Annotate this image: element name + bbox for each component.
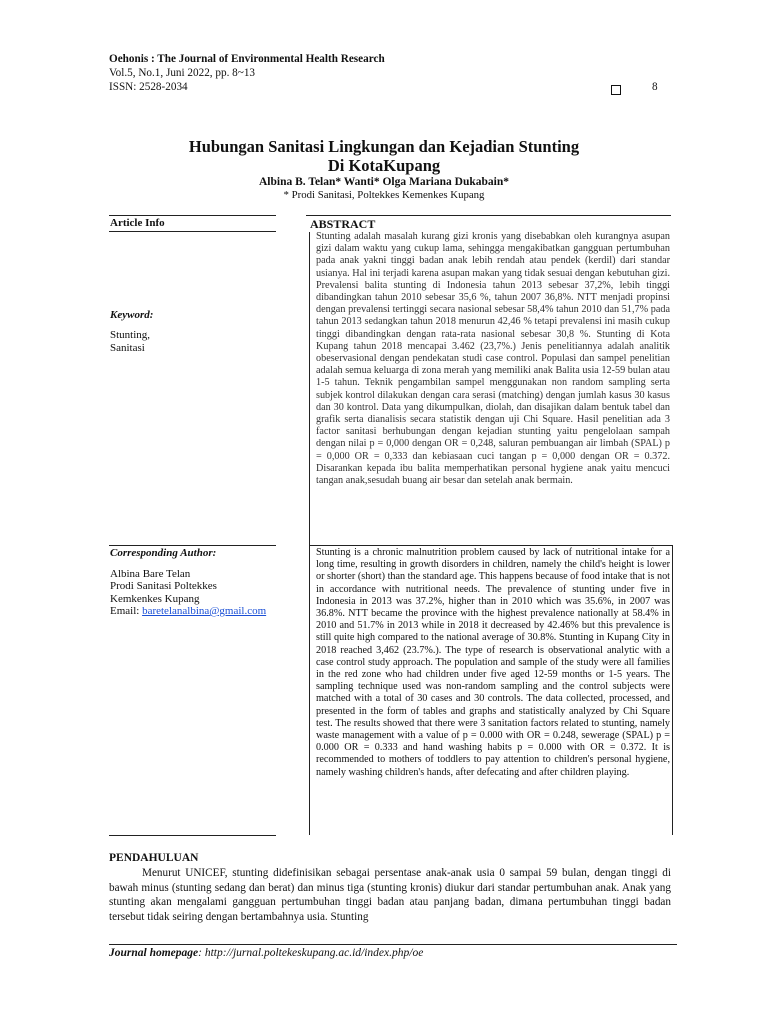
article-info-bottom-rule (109, 835, 276, 836)
keyword-sanitasi: Sanitasi (110, 341, 145, 354)
introduction-heading: PENDAHULUAN (109, 852, 199, 864)
paper-title-line2: Di KotaKupang (327, 156, 441, 175)
abstract-left-border (309, 232, 310, 835)
page-number: 8 (652, 81, 658, 93)
corresponding-top-rule (109, 545, 276, 546)
journal-homepage (109, 947, 423, 959)
homepage-label: Journal homepage (109, 947, 199, 959)
author-institution: Kemkenkes Kupang (110, 592, 200, 605)
introduction-text: Menurut UNICEF, stunting didefinisikan sebagai persentase anak-anak usia 0 sampai 59 bulan, dengan tinggi di bawah minus (stunting sedang dan berat) dan minus tiga (stunting kronis) diukur dari standar pertumbuhan anak. Anak yang stunting akan mengalami gangguan pertumbuhan tinggi badan atau panjang badan, dimana pertumbuhan tinggi badan tersebut tidak seiring dengan bertambahnya usia. Stunting (109, 867, 671, 924)
journal-issn: ISSN: 2528-2034 (109, 81, 188, 93)
author-email-line (110, 605, 266, 617)
article-info-top-rule (109, 215, 276, 216)
homepage-url[interactable]: : http://jurnal.poltekeskupang.ac.id/index.php/oe (198, 947, 424, 959)
journal-volume: Vol.5, No.1, Juni 2022, pp. 8~13 (109, 67, 256, 79)
english-abstract-top-rule (309, 545, 672, 546)
paper-title-line1: Hubungan Sanitasi Lingkungan dan Kejadian Stunting (188, 137, 580, 156)
abstract-indonesian: Stunting adalah masalah kurang gizi kronis yang disebabkan oleh kurangnya asupan gizi dalam waktu yang cukup lama, sehingga mengakibatkan gangguan pertumbuhan pada anak yakni tinggi badan anak lebih rendah atau pendek (kerdil) dari standar usianya. Hal ini terjadi karena asupan makan yang tidak sesuai dengan kebutuhan gizi. Prevalensi balita stunting di Indonesia tahun 2013 sebesar 37,2%, lebih tinggi dibandingkan tahun 2010 sebesar 35,6 %, tahun 2007 36,8%. NTT menjadi propinsi dengan prevalensi tertinggi secara nasional sebesar 58,4% tahun 2010 dan 51,7% pada tahun 2013 sedangkan tahun 2018 menurun 42,46 % tetapi prevalensi ini masih cukup tinggi dibandingkan dengan rata-rata nasional sebesar 30,8 %. Stunting di Kota Kupang tahun 2018 mencapai 3.462 (23,7%.) Jenis penelitiannya adalah analitik obeservasional dengan pendekatan studi case control. Populasi dan sampel penelitian adalah semua keluarga di zona merah yang memiliki anak Balita usia 12-59 bulan atau 1-5 tahun. Teknik pengambilan sampel menggunakan non random sampling serta subjek kontrol dilakukan dengan cara serasi (matching) dengan jumlah kasus 30 kasus dan 30 kontrol. Data yang dikumpulkan, diolah, dan disajikan dalam bentuk tabel dan grafik serta dianalisis secara statistik dengan uji Chi Square. Hasil penelitian ada 3 factor sanitasi berhubungan dengan kejadian stunting yaitu pengelolaan sampah dengan nilai p = 0,000 dengan OR = 0,248, saluran pembuangan air limbah (SPAL) p = 0,000 OR = 0,333 dan kebiasaan cuci tangan p = 0,000 dengan OR = 0.372. Disarankan kepada ibu balita memperhatikan personal hygiene anak yaitu mencuci tangan anak,sesudah buang air besar dan setelah anak bermain. (316, 231, 670, 487)
corresponding-heading: Corresponding Author: (110, 547, 217, 559)
keywords (110, 329, 150, 354)
keyword-label: Keyword: (110, 309, 154, 321)
author-name: Albina Bare Telan (110, 568, 191, 580)
affiliation: * Prodi Sanitasi, Poltekkes Kemenkes Kupang (283, 189, 485, 201)
article-info-heading: Article Info (110, 217, 165, 229)
corresponding-block (110, 568, 266, 617)
article-info-underline (109, 231, 276, 232)
author-email-link[interactable]: baretelanalbina@gmail.com (142, 604, 267, 617)
abstract-heading: ABSTRACT (310, 217, 376, 231)
english-abstract-right-border (672, 545, 673, 835)
email-label: Email: (110, 604, 143, 617)
footer-rule (109, 944, 677, 945)
abstract-english: Stunting is a chronic malnutrition problem caused by lack of nutritional intake for a long time, resulting in growth disorders in children, namely the child's height is lower or shorter (short) than the standard age. This happens because of food intake that is not in accordance with nutritional needs. The prevalence of stunting under five in Indonesia in 2013 was 37.2%, higher than in 2010 which was 35.6%, in 2007 was 36.8%. NTT became the province with the highest prevalence nationally at 58.4% in 2010 and 51.7% in 2013 while in 2018 it decreased by 42.46% but this prevalence is still quite high compared to the national average of 30.8%. Stunting in Kupang City in 2018 reached 3,462 (23.7%.). The type of research is observational analytic with a case control study approach. The population and sample of the study were all families in the red zone who had children under five aged 12-59 months or 1-5 years. The sampling technique used was non-random sampling and the control subjects were matched with a total of 30 cases and 30 controls. The data collected, processed, and presented in the form of tables and graphs and statistically analyzed by Chi Square test. The results showed that there were 3 sanitation factors related to stunting, namely waste management with a value of p = 0.000 with OR = 0.248, sewerage (SPAL) p = 0.000 OR = 0.333 and hand washing habits p = 0.000 with OR = 0.372. It is recommended to mothers of toddlers to pay attention to children's personal hygiene, namely washing children's hands, after defecating and after children playing. (316, 547, 671, 778)
abstract-top-rule (306, 215, 671, 216)
author-department: Prodi Sanitasi Poltekkes (110, 580, 217, 593)
authors: Albina B. Telan* Wanti* Olga Mariana Dukabain* (259, 176, 509, 188)
keyword-stunting: Stunting, (110, 329, 151, 341)
journal-name: Oehonis : The Journal of Environmental Health Research (109, 53, 385, 65)
square-bullet-icon (611, 82, 621, 100)
